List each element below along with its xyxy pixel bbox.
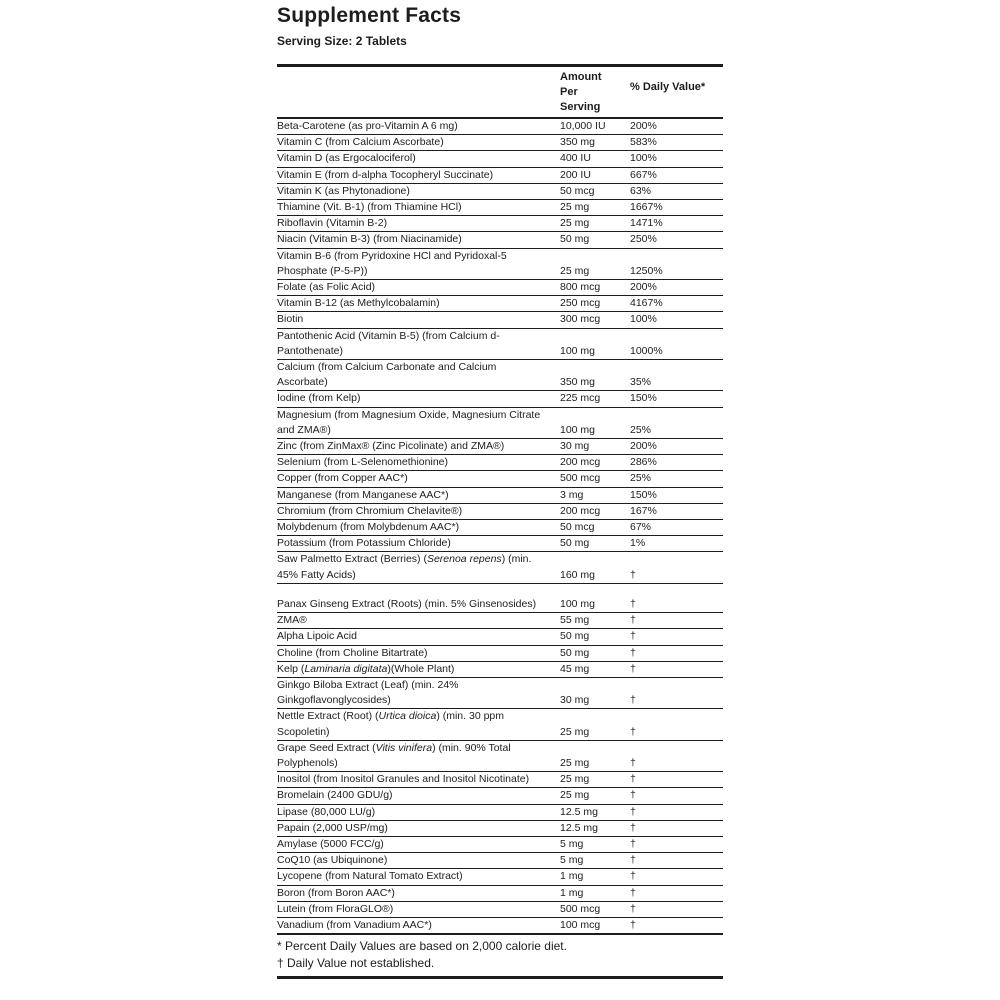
ingredient-daily-value: †	[630, 853, 723, 869]
footnotes	[277, 933, 723, 979]
ingredient-name: Saw Palmetto Extract (Berries) (Serenoa repens) (min. 45% Fatty Acids)	[277, 552, 560, 583]
ingredient-name: Alpha Lipoic Acid	[277, 629, 560, 645]
table-row	[277, 248, 723, 279]
ingredient-name: Selenium (from L-Selenomethionine)	[277, 455, 560, 471]
ingredient-daily-value: 200%	[630, 280, 723, 296]
table-row	[277, 836, 723, 852]
ingredient-daily-value: 35%	[630, 360, 723, 391]
table-row	[277, 677, 723, 708]
amount-column-header: Amount Per Serving	[560, 66, 630, 119]
table-row	[277, 280, 723, 296]
table-row	[277, 183, 723, 199]
ingredient-daily-value: †	[630, 661, 723, 677]
ingredient-daily-value: 1%	[630, 536, 723, 552]
ingredient-daily-value: †	[630, 869, 723, 885]
table-row	[277, 536, 723, 552]
table-row	[277, 613, 723, 629]
ingredient-daily-value: 167%	[630, 503, 723, 519]
table-row	[277, 487, 723, 503]
ingredient-amount: 250 mcg	[560, 296, 630, 312]
ingredient-amount: 3 mg	[560, 487, 630, 503]
ingredient-amount: 100 mg	[560, 328, 630, 359]
ingredient-name: Vitamin K (as Phytonadione)	[277, 183, 560, 199]
table-row	[277, 853, 723, 869]
table-row	[277, 917, 723, 933]
ingredient-name: Copper (from Copper AAC*)	[277, 471, 560, 487]
ingredient-amount: 12.5 mg	[560, 804, 630, 820]
ingredient-amount: 50 mcg	[560, 520, 630, 536]
table-row	[277, 709, 723, 740]
ingredient-name: Lycopene (from Natural Tomato Extract)	[277, 869, 560, 885]
ingredient-name: Lutein (from FloraGLO®)	[277, 901, 560, 917]
table-row	[277, 312, 723, 328]
ingredient-amount: 200 mcg	[560, 503, 630, 519]
supplement-facts-label	[277, 4, 723, 979]
ingredient-daily-value: 200%	[630, 118, 723, 135]
ingredient-daily-value: †	[630, 740, 723, 771]
ingredient-daily-value: †	[630, 804, 723, 820]
page-title: Supplement Facts	[277, 4, 462, 27]
table-row	[277, 455, 723, 471]
table-row	[277, 439, 723, 455]
table-row	[277, 167, 723, 183]
table-row	[277, 328, 723, 359]
table-row	[277, 232, 723, 248]
table-row	[277, 407, 723, 438]
ingredient-amount: 800 mcg	[560, 280, 630, 296]
ingredient-daily-value: 25%	[630, 407, 723, 438]
ingredient-name: Folate (as Folic Acid)	[277, 280, 560, 296]
ingredient-amount: 10,000 IU	[560, 118, 630, 135]
table-row	[277, 788, 723, 804]
ingredient-daily-value: 1250%	[630, 248, 723, 279]
ingredient-amount: 50 mcg	[560, 183, 630, 199]
ingredient-name: Panax Ginseng Extract (Roots) (min. 5% Ginsenosides)	[277, 583, 560, 612]
table-row	[277, 583, 723, 612]
ingredient-amount: 100 mg	[560, 407, 630, 438]
table-row	[277, 151, 723, 167]
daily-value-column-header: % Daily Value*	[630, 66, 723, 119]
ingredient-daily-value: †	[630, 677, 723, 708]
ingredient-daily-value: †	[630, 583, 723, 612]
ingredient-name: Papain (2,000 USP/mg)	[277, 820, 560, 836]
ingredient-amount: 25 mg	[560, 709, 630, 740]
ingredient-daily-value: 250%	[630, 232, 723, 248]
ingredient-name: Riboflavin (Vitamin B-2)	[277, 216, 560, 232]
ingredient-name: Calcium (from Calcium Carbonate and Calcium Ascorbate)	[277, 360, 560, 391]
ingredient-name: Chromium (from Chromium Chelavite®)	[277, 503, 560, 519]
ingredient-name: ZMA®	[277, 613, 560, 629]
ingredient-daily-value: 667%	[630, 167, 723, 183]
ingredient-name: Bromelain (2400 GDU/g)	[277, 788, 560, 804]
ingredient-daily-value: 583%	[630, 135, 723, 151]
ingredient-amount: 200 IU	[560, 167, 630, 183]
ingredient-amount: 500 mcg	[560, 901, 630, 917]
supplement-facts-table	[277, 64, 723, 933]
ingredient-daily-value: 200%	[630, 439, 723, 455]
table-row	[277, 552, 723, 583]
table-row	[277, 118, 723, 135]
table-row	[277, 503, 723, 519]
ingredient-name: Beta-Carotene (as pro-Vitamin A 6 mg)	[277, 118, 560, 135]
ingredient-amount: 500 mcg	[560, 471, 630, 487]
table-row	[277, 471, 723, 487]
table-row	[277, 360, 723, 391]
ingredient-name: Inositol (from Inositol Granules and Inositol Nicotinate)	[277, 772, 560, 788]
ingredient-amount: 300 mcg	[560, 312, 630, 328]
ingredient-name: Choline (from Choline Bitartrate)	[277, 645, 560, 661]
table-row	[277, 200, 723, 216]
ingredient-daily-value: 67%	[630, 520, 723, 536]
ingredient-name: Manganese (from Manganese AAC*)	[277, 487, 560, 503]
ingredient-daily-value: 1667%	[630, 200, 723, 216]
ingredient-daily-value: 63%	[630, 183, 723, 199]
ingredient-amount: 350 mg	[560, 360, 630, 391]
ingredient-amount: 5 mg	[560, 853, 630, 869]
serving-size: Serving Size: 2 Tablets	[277, 34, 407, 48]
latin-botanical-name: Laminaria digitata	[304, 662, 388, 675]
table-row	[277, 661, 723, 677]
ingredient-daily-value: †	[630, 901, 723, 917]
ingredient-amount: 30 mg	[560, 677, 630, 708]
ingredient-amount: 50 mg	[560, 536, 630, 552]
ingredient-amount: 25 mg	[560, 740, 630, 771]
ingredient-amount: 25 mg	[560, 248, 630, 279]
table-row	[277, 296, 723, 312]
ingredient-name: Kelp (Laminaria digitata)(Whole Plant)	[277, 661, 560, 677]
ingredient-column-header	[277, 66, 560, 119]
ingredient-daily-value: 286%	[630, 455, 723, 471]
ingredient-amount: 160 mg	[560, 552, 630, 583]
ingredient-amount: 30 mg	[560, 439, 630, 455]
ingredient-name: Nettle Extract (Root) (Urtica dioica) (min. 30 ppm Scopoletin)	[277, 709, 560, 740]
ingredient-amount: 50 mg	[560, 629, 630, 645]
footnote-dagger: † Daily Value not established.	[277, 956, 435, 971]
ingredient-name: Biotin	[277, 312, 560, 328]
ingredient-amount: 1 mg	[560, 869, 630, 885]
ingredient-daily-value: 150%	[630, 391, 723, 407]
ingredient-daily-value: †	[630, 836, 723, 852]
ingredient-daily-value: †	[630, 772, 723, 788]
ingredient-amount: 50 mg	[560, 232, 630, 248]
table-row	[277, 629, 723, 645]
ingredient-amount: 25 mg	[560, 200, 630, 216]
ingredient-name: Lipase (80,000 LU/g)	[277, 804, 560, 820]
ingredient-name: Thiamine (Vit. B-1) (from Thiamine HCl)	[277, 200, 560, 216]
ingredient-amount: 100 mcg	[560, 918, 601, 931]
ingredient-amount: 1 mg	[560, 885, 630, 901]
table-row	[277, 885, 723, 901]
ingredient-name: Pantothenic Acid (Vitamin B-5) (from Calcium d- Pantothenate)	[277, 328, 560, 359]
ingredient-name: Vitamin E (from d-alpha Tocopheryl Succinate)	[277, 167, 560, 183]
ingredient-amount: 5 mg	[560, 836, 630, 852]
ingredient-amount: 350 mg	[560, 135, 630, 151]
ingredient-daily-value: †	[630, 788, 723, 804]
ingredient-daily-value: †	[630, 918, 636, 931]
ingredient-daily-value: †	[630, 552, 723, 583]
table-row	[277, 804, 723, 820]
table-row	[277, 820, 723, 836]
ingredient-daily-value: †	[630, 645, 723, 661]
ingredient-name: Amylase (5000 FCC/g)	[277, 836, 560, 852]
latin-botanical-name: Urtica dioica	[378, 710, 437, 723]
ingredient-name: Boron (from Boron AAC*)	[277, 885, 560, 901]
ingredient-daily-value: 4167%	[630, 296, 723, 312]
ingredient-name: Vitamin C (from Calcium Ascorbate)	[277, 135, 560, 151]
table-row	[277, 391, 723, 407]
ingredient-amount: 200 mcg	[560, 455, 630, 471]
ingredient-amount: 50 mg	[560, 645, 630, 661]
ingredient-daily-value: †	[630, 613, 723, 629]
ingredient-name: Vitamin D (as Ergocalociferol)	[277, 151, 560, 167]
footnote-daily-value: * Percent Daily Values are based on 2,000 calorie diet.	[277, 939, 567, 954]
ingredient-daily-value: 1471%	[630, 216, 723, 232]
ingredient-daily-value: †	[630, 885, 723, 901]
ingredient-daily-value: 100%	[630, 312, 723, 328]
ingredient-amount: 55 mg	[560, 613, 630, 629]
ingredient-name: Molybdenum (from Molybdenum AAC*)	[277, 520, 560, 536]
ingredient-name: CoQ10 (as Ubiquinone)	[277, 853, 560, 869]
ingredient-daily-value: 25%	[630, 471, 723, 487]
ingredient-name: Grape Seed Extract (Vitis vinifera) (min. 90% Total Polyphenols)	[277, 740, 560, 771]
table-header	[277, 66, 723, 119]
table-row	[277, 740, 723, 771]
ingredient-name: Vanadium (from Vanadium AAC*)	[277, 918, 432, 931]
latin-botanical-name: Serenoa repens	[426, 553, 502, 566]
ingredient-name: Zinc (from ZinMax® (Zinc Picolinate) and ZMA®)	[277, 439, 560, 455]
ingredient-amount: 25 mg	[560, 788, 630, 804]
ingredient-daily-value: 100%	[630, 151, 723, 167]
ingredient-amount: 12.5 mg	[560, 820, 630, 836]
ingredient-amount: 400 IU	[560, 151, 630, 167]
table-row	[277, 135, 723, 151]
table-row	[277, 520, 723, 536]
ingredient-daily-value: 1000%	[630, 328, 723, 359]
ingredient-daily-value: †	[630, 629, 723, 645]
ingredient-amount: 225 mcg	[560, 391, 630, 407]
ingredient-amount: 25 mg	[560, 772, 630, 788]
ingredient-amount: 100 mg	[560, 583, 630, 612]
ingredient-name: Vitamin B-6 (from Pyridoxine HCl and Pyridoxal-5 Phosphate (P-5-P))	[277, 248, 560, 279]
ingredient-daily-value: †	[630, 709, 723, 740]
ingredient-name: Magnesium (from Magnesium Oxide, Magnesium Citrate and ZMA®)	[277, 407, 560, 438]
table-header-row	[277, 66, 723, 119]
ingredient-name: Iodine (from Kelp)	[277, 391, 560, 407]
ingredient-name: Potassium (from Potassium Chloride)	[277, 536, 560, 552]
ingredient-amount: 25 mg	[560, 216, 630, 232]
table-row	[277, 216, 723, 232]
ingredient-daily-value: 150%	[630, 487, 723, 503]
ingredient-amount: 45 mg	[560, 661, 630, 677]
table-row	[277, 869, 723, 885]
table-row	[277, 645, 723, 661]
table-row	[277, 772, 723, 788]
ingredient-daily-value: †	[630, 820, 723, 836]
latin-botanical-name: Vitis vinifera	[375, 741, 433, 754]
table-body	[277, 118, 723, 933]
ingredient-name: Ginkgo Biloba Extract (Leaf) (min. 24% Ginkgoflavonglycosides)	[277, 677, 560, 708]
table-row	[277, 901, 723, 917]
ingredient-name: Vitamin B-12 (as Methylcobalamin)	[277, 296, 560, 312]
ingredient-name: Niacin (Vitamin B-3) (from Niacinamide)	[277, 232, 560, 248]
